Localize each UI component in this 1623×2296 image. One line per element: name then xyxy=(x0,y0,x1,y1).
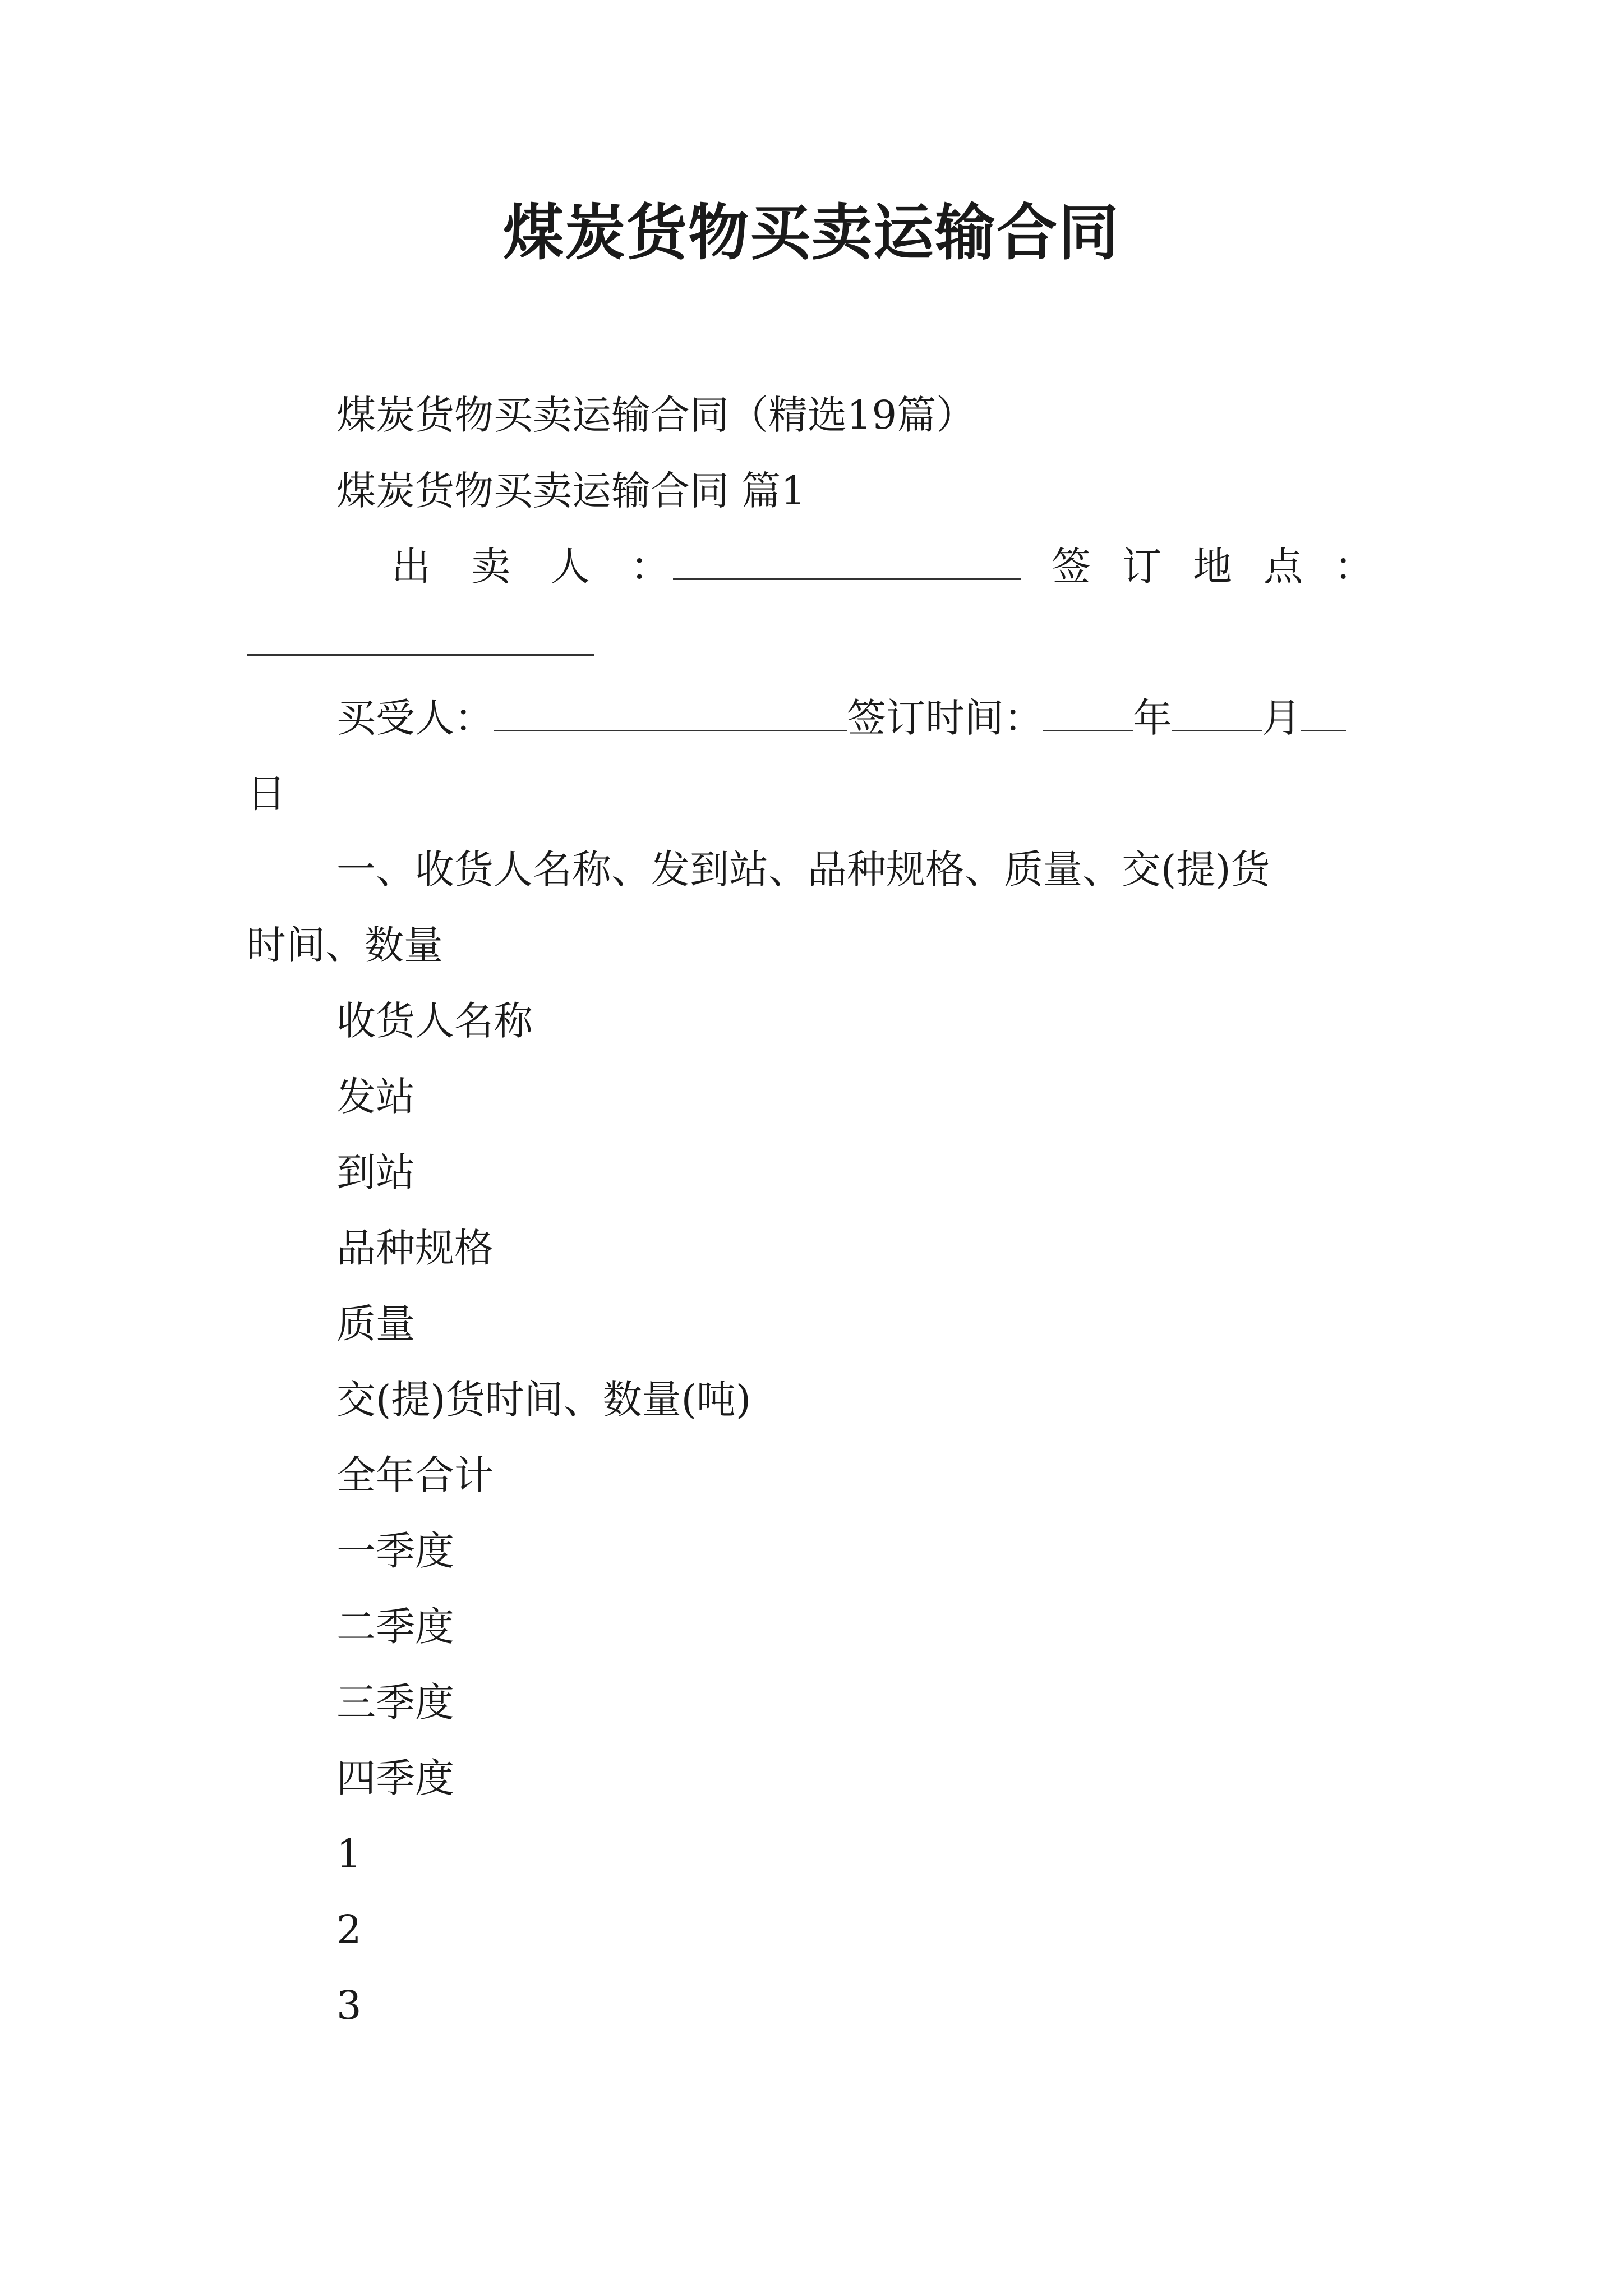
list-item: 发站 xyxy=(336,1074,415,1120)
list-item: 品种规格 xyxy=(336,1225,494,1271)
list-item: 四季度 xyxy=(336,1755,454,1801)
list-item: 全年合计 xyxy=(336,1452,494,1498)
signing-place-label: 签订地点： xyxy=(1052,544,1405,590)
year-blank xyxy=(1043,691,1133,731)
clause-1-line-2: 时间、数量 xyxy=(247,922,443,968)
day-blank xyxy=(1301,691,1346,731)
list-item: 收货人名称 xyxy=(336,998,533,1044)
month-label: 月 xyxy=(1262,695,1301,741)
seller-label: 出卖人： xyxy=(391,544,710,590)
list-item: 2 xyxy=(336,1907,362,1953)
seller-signing-place-row xyxy=(247,539,1405,595)
list-item: 三季度 xyxy=(336,1680,454,1726)
list-item: 3 xyxy=(336,1982,362,2028)
buyer-blank xyxy=(494,691,847,731)
year-label: 年 xyxy=(1133,695,1172,741)
list-item: 交(提)货时间、数量(吨) xyxy=(336,1377,751,1423)
document-subtitle: 煤炭货物买卖运输合同（精选19篇） xyxy=(336,392,976,438)
document-title: 煤炭货物买卖运输合同 xyxy=(502,197,1120,268)
list-item: 到站 xyxy=(336,1149,415,1195)
list-item: 一季度 xyxy=(336,1528,454,1574)
signing-place-blank xyxy=(247,614,594,670)
list-item: 二季度 xyxy=(336,1604,454,1650)
day-label: 日 xyxy=(247,771,286,817)
clause-1-line-1: 一、收货人名称、发到站、品种规格、质量、交(提)货 xyxy=(336,846,1270,892)
section-heading: 煤炭货物买卖运输合同 篇1 xyxy=(336,468,806,514)
month-blank xyxy=(1172,691,1262,731)
signing-time-label: 签订时间： xyxy=(847,695,1043,741)
buyer-label: 买受人： xyxy=(336,695,494,741)
list-item: 质量 xyxy=(336,1301,415,1347)
seller-blank xyxy=(673,539,1021,595)
buyer-signing-time-row xyxy=(336,690,1346,746)
list-item: 1 xyxy=(336,1831,362,1877)
